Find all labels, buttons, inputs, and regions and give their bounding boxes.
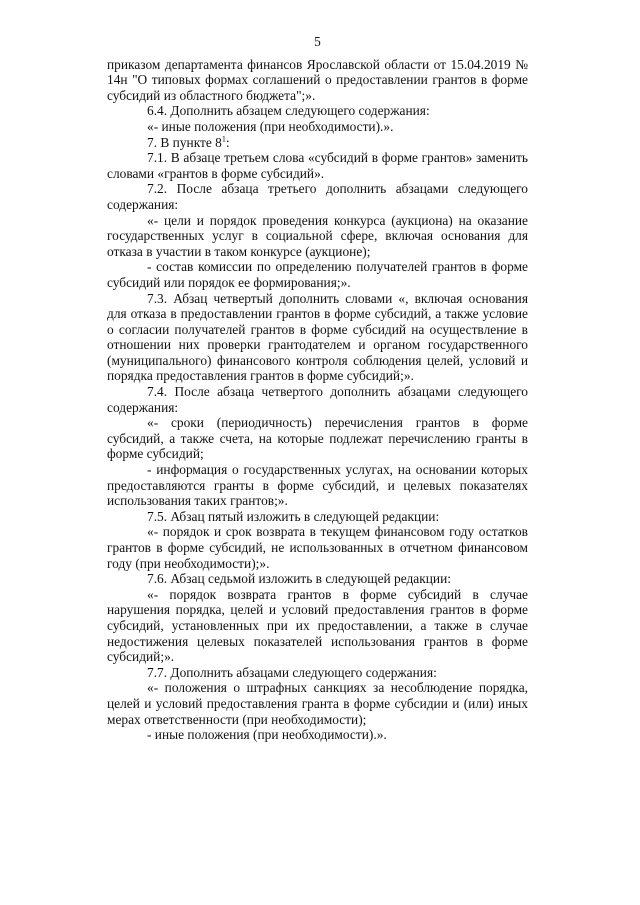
paragraph-7-7-q2 <box>107 727 528 743</box>
paragraph-text: 7.4. После абзаца четвертого дополнить абзацами следующего содержания: <box>107 384 528 415</box>
paragraph-7-6-q <box>107 587 528 665</box>
paragraph-7-4-q2 <box>107 462 528 509</box>
paragraph-7-7-q1 <box>107 680 528 727</box>
paragraph-7-2 <box>107 181 528 212</box>
paragraph-suffix: : <box>225 134 230 150</box>
paragraph-text: - иные положения (при необходимости).». <box>147 727 387 743</box>
paragraph-7-1 <box>107 150 528 181</box>
paragraph-text: 6.4. Дополнить абзацем следующего содержания: <box>147 103 430 119</box>
paragraph-text: 7.3. Абзац четвертый дополнить словами «, включая основания для отказа в предоставлении грантов в форме субсидий, а также условие о согласии получателей грантов в форме субсидий на осуществление в отношении них проверки грантодателем и органом государственного (муниципального) финансового контроля соблюдения целей, условий и порядка предоставления грантов в форме субсидий;». <box>107 290 528 384</box>
paragraph-6-4-q <box>107 119 528 135</box>
paragraph-7-5 <box>107 509 528 525</box>
paragraph-7-4-q1 <box>107 415 528 462</box>
paragraph-text: 7.5. Абзац пятый изложить в следующей редакции: <box>147 508 440 524</box>
paragraph-text: 7.6. Абзац седьмой изложить в следующей редакции: <box>147 571 451 587</box>
paragraph-text: приказом департамента финансов Ярославской области от 15.04.2019 № 14н "О типовых формах соглашений о предоставлении грантов в форме субсидий из областного бюджета";». <box>107 56 528 103</box>
paragraph-7-2-q2 <box>107 259 528 290</box>
paragraph-text: «- положения о штрафных санкциях за несоблюдение порядка, целей и условий предоставления гранта в форме субсидии и (или) иных мерах ответственности (при необходимости); <box>107 680 528 727</box>
paragraph-text: «- порядок возврата грантов в форме субсидий в случае нарушения порядка, целей и условий предоставления грантов в форме субсидий, установленных при их предоставлении, а также в случае недостижения целевых показателей использования грантов в форме субсидий;». <box>107 586 528 665</box>
paragraph-text: «- сроки (периодичность) перечисления грантов в форме субсидий, а также счета, на которые подлежат перечислению гранты в форме субсидий; <box>107 415 528 462</box>
superscript: 1 <box>221 134 226 144</box>
paragraph-7-5-q <box>107 524 528 571</box>
paragraph-text: - состав комиссии по определению получателей грантов в форме субсидий или порядок ее формирования;». <box>107 259 528 290</box>
paragraph-7-7 <box>107 665 528 681</box>
paragraph-text: «- цели и порядок проведения конкурса (аукциона) на оказание государственных услуг в социальной сфере, включая основания для отказа в участии в таком конкурсе (аукционе); <box>107 212 528 259</box>
paragraph-text: 7.1. В абзаце третьем слова «субсидий в форме грантов» заменить словами «грантов в форме субсидий». <box>107 150 528 181</box>
document-page <box>107 34 528 743</box>
paragraph-7-3 <box>107 291 528 385</box>
paragraph-continuation <box>107 57 528 104</box>
paragraph-text: 7.7. Дополнить абзацами следующего содержания: <box>147 664 437 680</box>
page-number: 5 <box>314 34 321 49</box>
paragraph-7-6 <box>107 571 528 587</box>
paragraph-text: «- иные положения (при необходимости).». <box>147 118 394 134</box>
paragraph-7-4 <box>107 384 528 415</box>
paragraph-text: 7.2. После абзаца третьего дополнить абзацами следующего содержания: <box>107 181 528 212</box>
document-body <box>107 57 528 743</box>
paragraph-text: «- порядок и срок возврата в текущем финансовом году остатков грантов в форме субсидий, не использованных в отчетном финансовом году (при необходимости);». <box>107 524 528 571</box>
paragraph-text: 7. В пункте 8 <box>147 134 222 150</box>
paragraph-7-2-q1 <box>107 213 528 260</box>
paragraph-text: - информация о государственных услугах, на основании которых предоставляются гранты в форме субсидий, и целевых показателях использования таких грантов;». <box>107 462 528 509</box>
paragraph-7 <box>107 135 528 151</box>
paragraph-6-4 <box>107 103 528 119</box>
